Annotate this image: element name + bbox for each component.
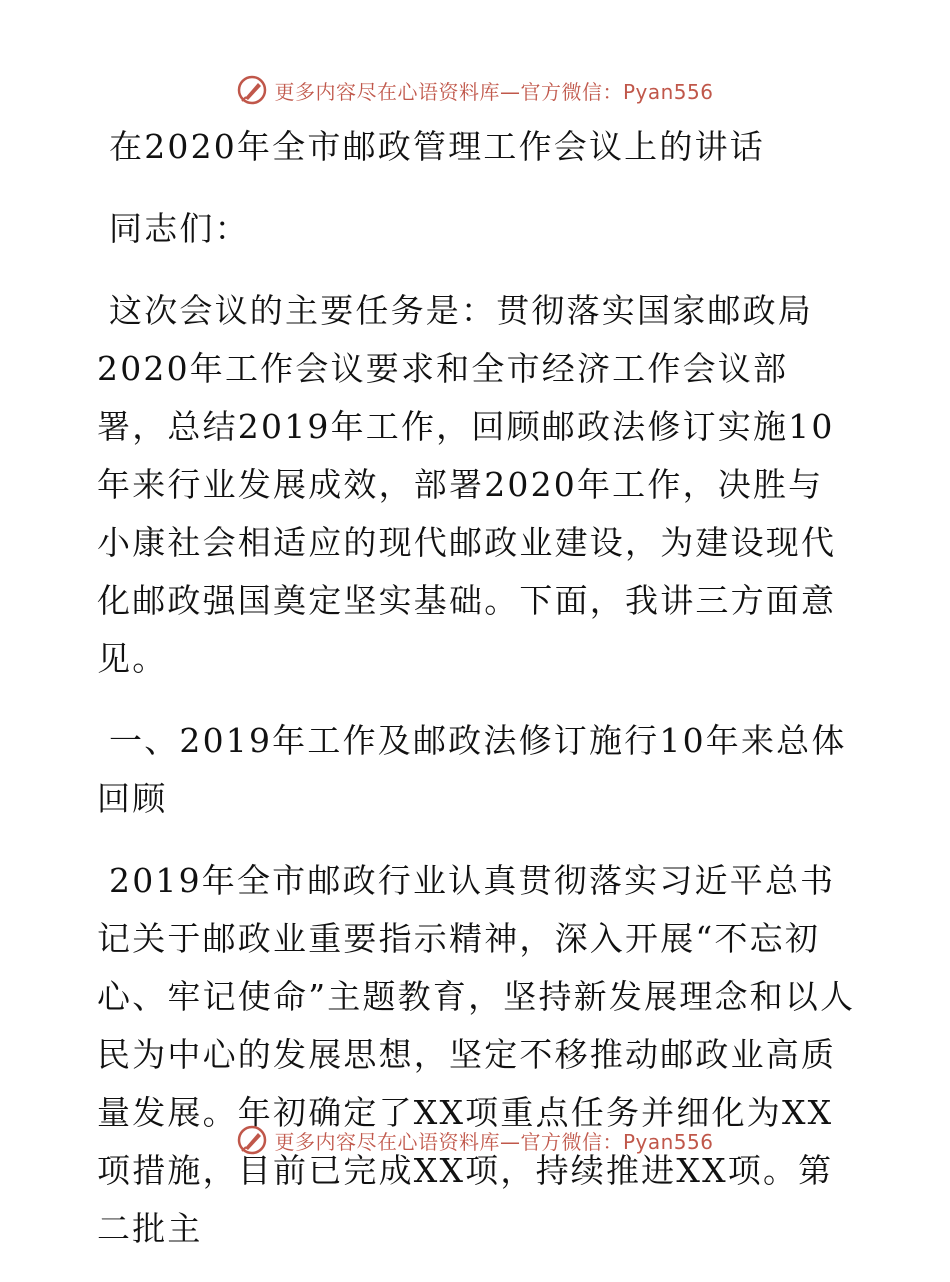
watermark-text: 更多内容尽在心语资料库—官方微信：Pyan556 [274,79,714,104]
paragraph-review: 2019年全市邮政行业认真贯彻落实习近平总书记关于邮政业重要指示精神，深入开展“不忘初心、牢记使命”主题教育，坚持新发展理念和以人民为中心的发展思想，坚定不移推动邮政业高质量发展。年初确定了XX项重点任务并细化为XX项措施，目前已完成XX项，持续推进XX项。第二批主 [97,861,856,1248]
footer-watermark-banner [0,1120,950,1160]
quill-logo-icon [236,74,268,106]
paragraph-intro: 这次会议的主要任务是：贯彻落实国家邮政局2020年工作会议要求和全市经济工作会议部署，总结2019年工作，回顾邮政法修订实施10年来行业发展成效，部署2020年工作，决胜与小康社会相适应的现代邮政业建设，为建设现代化邮政强国奠定坚实基础。下面，我讲三方面意见。 [97,291,837,678]
header-watermark-banner [0,70,950,110]
salutation: 同志们： [109,209,250,248]
document-title: 在2020年全市邮政管理工作会议上的讲话 [109,127,765,166]
section-heading-1: 一、2019年工作及邮政法修订施行10年来总体回顾 [97,721,847,818]
document-body [97,118,857,1282]
quill-logo-icon [236,1124,268,1156]
watermark-text: 更多内容尽在心语资料库—官方微信：Pyan556 [274,1129,714,1154]
